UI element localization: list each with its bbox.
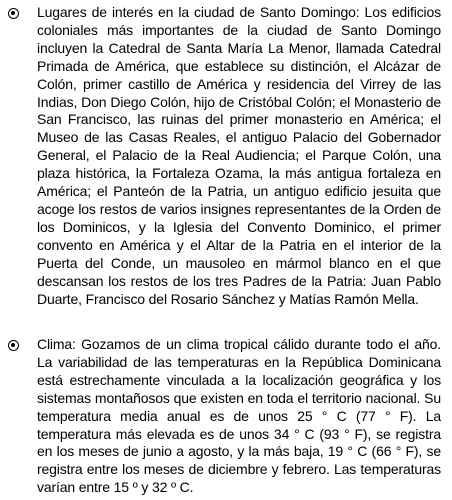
places-of-interest-paragraph: Lugares de interés en la ciudad de Santo Domingo: Los edificios coloniales más importantes de la ciudad de Santo Domingo incluyen la Catedral de Santa María La Menor, llamada Catedral Primada de América, que establece su distinción, el Alcázar de Colón, primer castillo de América y residencia del Virrey de las Indias, Don Diego Colón, hijo de Cristóbal Colón; el Monasterio de San Francisco, las ruinas del primer monasterio en América; el Museo de las Casas Reales, el antiguo Palacio del Gobernador General, el Palacio de la Real Audiencia; el Parque Colón, una plaza histórica, la Fortaleza Ozama, la más antigua fortaleza en América; el Panteón de la Patria, un antiguo edificio jesuita que acoge los restos de varios insignes representantes de la Orden de los Dominicos, y la Iglesia del Convento Dominico, el primer convento en América y el Altar de la Patria en el interior de la Puerta del Conde, un mausoleo en mármol blanco en el que descansan los restos de los tres Padres de la Patria: Juan Pablo Duarte, Francisco del Rosario Sánchez y Matías Ramón Mella. [37, 4, 441, 307]
climate-paragraph: Clima: Gozamos de un clima tropical cálido durante todo el año. La variabilidad de las temperaturas en la República Dominicana está estrechamente vinculada a la localización geográfica y los sistemas montañosos que existen en toda el territorio nacional. Su temperatura media anual es de unos 25 ° C (77 ° F). La temperatura más elevada es de unos 34 ° C (93 ° F), se registra en los meses de junio a agosto, y la más baja, 19 ° C (66 ° F), se registra entre los meses de diciembre y febrero. Las temperaturas varían entre 15 º y 32 º C. [37, 336, 441, 496]
radio-bullet-icon [8, 340, 19, 351]
radio-bullet-icon [8, 8, 19, 19]
